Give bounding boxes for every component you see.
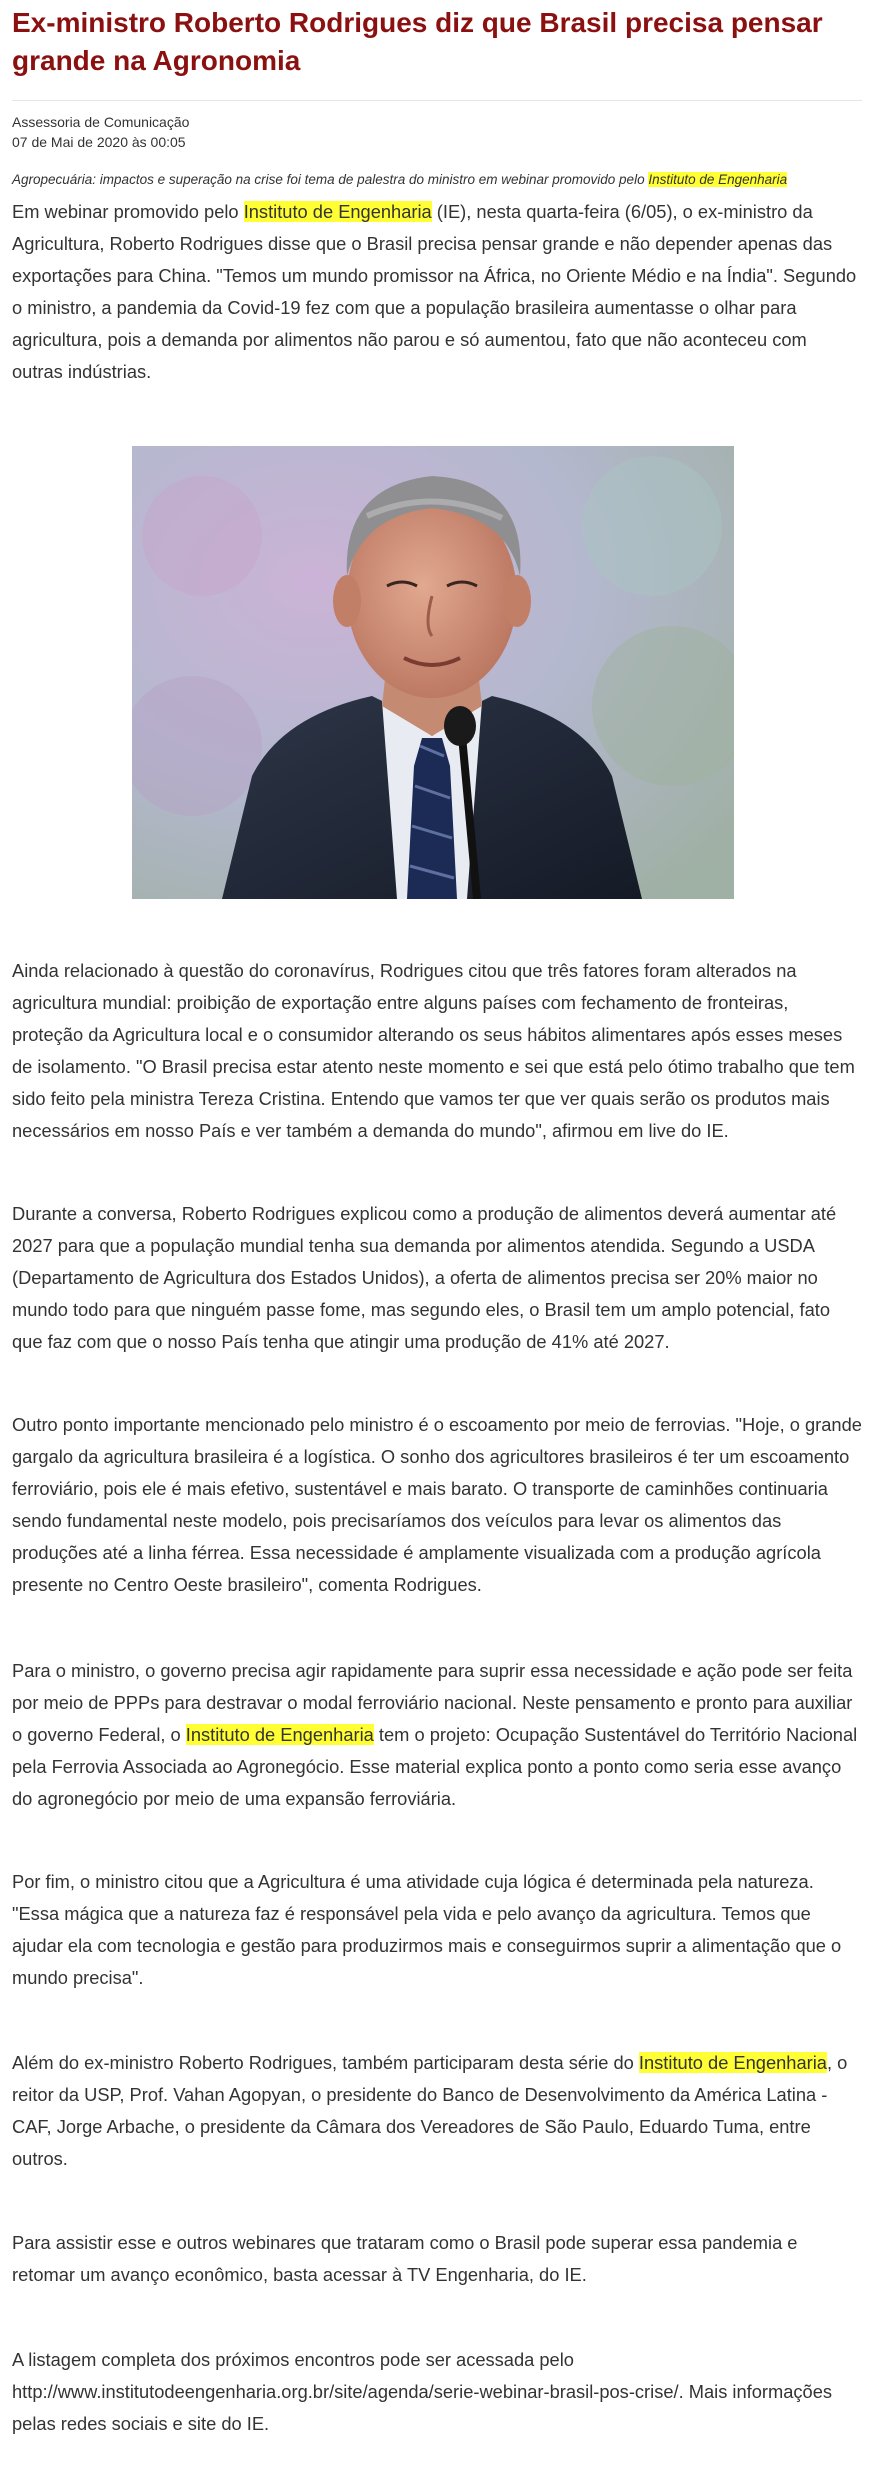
paragraph-2: Ainda relacionado à questão do coronavírus, Rodrigues citou que três fatores foram alterados na agricultura mundial: proibição de exportação entre alguns países com fechamento de fronteiras, proteção da Agricultura local e o consumidor alterando os seus hábitos alimentares após esses meses de isolamento. "O Brasil precisa estar atento neste momento e sei que está pelo ótimo trabalho que tem sido feito pela ministra Tereza Cristina. Entendo que vamos ter que ver quais serão os produtos mais necessários em nosso País e ver também a demanda do mundo", afirmou em live do IE.: [12, 960, 855, 1141]
paragraph-5: [12, 1655, 862, 1815]
paragraph-1-text-b: (IE), nesta quarta-feira (6/05), o ex-ministro da Agricultura, Roberto Rodrigues disse que o Brasil precisa pensar grande e não depender apenas das exportações para China. "Temos um mundo promissor na África, no Oriente Médio e na Índia". Segundo o ministro, a pandemia da Covid-19 fez com que a população brasileira aumentasse o olhar para agricultura, pois a demanda por alimentos não parou e só aumentou, fato que não aconteceu com outras indústrias.: [12, 201, 857, 382]
paragraph-7-text-b: , o reitor da USP, Prof. Vahan Agopyan, o presidente do Banco de Desenvolvimento da América Latina - CAF, Jorge Arbache, o presidente da Câmara dos Vereadores de São Paulo, Eduardo Tuma, entre outros.: [12, 2052, 848, 2169]
caption-text: Agropecuária: impactos e superação na crise foi tema de palestra do ministro em webinar promovido pelo: [12, 172, 649, 187]
paragraph-1-text-a: Em webinar promovido pelo: [12, 201, 244, 222]
paragraph-4: Outro ponto importante mencionado pelo ministro é o escoamento por meio de ferrovias. "Hoje, o grande gargalo da agricultura brasileira é a logística. O sonho dos agricultores brasileiros é ter um escoamento ferroviário, pois ele é mais efetivo, sustentável e mais barato. O transporte de caminhões continuaria sendo fundamental neste modelo, pois precisaríamos dos veículos para levar os alimentos das produções até a linha férrea. Essa necessidade é amplamente visualizada com a produção agrícola presente no Centro Oeste brasileiro", comenta Rodrigues.: [12, 1414, 862, 1595]
paragraph-1-highlight[interactable]: Instituto de Engenharia: [243, 201, 432, 222]
paragraph-7-text-a: Além do ex-ministro Roberto Rodrigues, também participaram desta série do: [12, 2052, 639, 2073]
article-meta: [12, 112, 189, 152]
paragraph-9: A listagem completa dos próximos encontros pode ser acessada pelo http://www.institutodeengenharia.org.br/site/agenda/serie-webinar-brasil-pos-crise/. Mais informações pelas redes sociais e site do IE.: [12, 2349, 832, 2434]
portrait-image: [132, 446, 734, 899]
image-caption: [12, 170, 862, 190]
article-photo: [132, 446, 734, 899]
paragraph-7: [12, 2047, 862, 2175]
article-date: 07 de Mai de 2020 às 00:05: [12, 134, 186, 150]
paragraph-7-highlight[interactable]: Instituto de Engenharia: [638, 2052, 827, 2073]
article-author: Assessoria de Comunicação: [12, 114, 190, 130]
paragraph-5-text-b: tem o projeto: Ocupação Sustentável do Território Nacional pela Ferrovia Associada ao Agronegócio. Esse material explica ponto a ponto como seria esse avanço do agronegócio por meio de uma expansão ferroviária.: [12, 1724, 858, 1809]
article-title: Ex-ministro Roberto Rodrigues diz que Brasil precisa pensar grande na Agronomia: [12, 7, 823, 76]
caption-highlight[interactable]: Instituto de Engenharia: [648, 172, 788, 187]
paragraph-5-highlight[interactable]: Instituto de Engenharia: [185, 1724, 374, 1745]
paragraph-1: [12, 196, 862, 388]
paragraph-8: Para assistir esse e outros webinares que trataram como o Brasil pode superar essa pandemia e retomar um avanço econômico, basta acessar à TV Engenharia, do IE.: [12, 2232, 798, 2285]
title-divider: [12, 100, 862, 101]
paragraph-3: Durante a conversa, Roberto Rodrigues explicou como a produção de alimentos deverá aumentar até 2027 para que a população mundial tenha sua demanda por alimentos atendida. Segundo a USDA (Departamento de Agricultura dos Estados Unidos), a oferta de alimentos precisa ser 20% maior no mundo todo para que ninguém passe fome, mas segundo eles, o Brasil tem um amplo potencial, fato que faz com que o nosso País tenha que atingir uma produção de 41% até 2027.: [12, 1203, 837, 1352]
paragraph-5-text-a: Para o ministro, o governo precisa agir rapidamente para suprir essa necessidade e ação pode ser feita por meio de PPPs para destravar o modal ferroviário nacional. Neste pensamento e pronto para auxiliar o governo Federal, o: [12, 1660, 853, 1745]
paragraph-6: Por fim, o ministro citou que a Agricultura é uma atividade cuja lógica é determinada pela natureza. "Essa mágica que a natureza faz é responsável pela vida e pelo avanço da agricultura. Temos que ajudar ela com tecnologia e gestão para produzirmos mais e conseguirmos suprir a alimentação que o mundo precisa".: [12, 1871, 842, 1988]
